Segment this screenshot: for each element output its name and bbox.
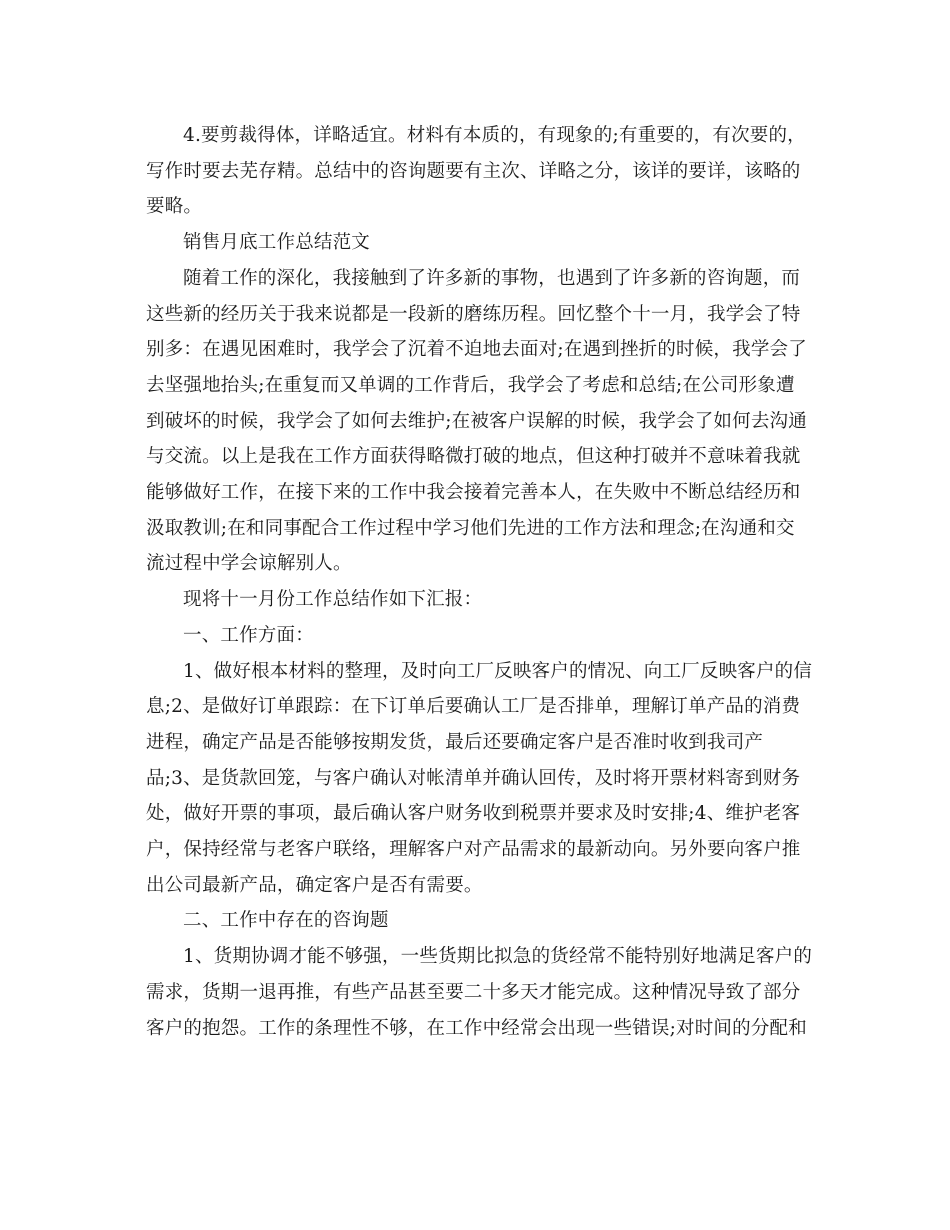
text-line: 去坚强地抬头;在重复而又单调的工作背后，我学会了考虑和总结;在公司形象遭 bbox=[146, 374, 795, 396]
text-line: 客户的抱怨。工作的条理性不够，在工作中经常会出现一些错误;对时间的分配和 bbox=[146, 1017, 807, 1039]
text-line: 1、货期协调才能不够强，一些货期比拟急的货经常不能特别好地满足客户的 bbox=[183, 946, 813, 968]
text-line: 4.要剪裁得体，详略适宜。材料有本质的，有现象的;有重要的，有次要的， bbox=[183, 125, 806, 146]
text-line: 销售月底工作总结范文 bbox=[183, 232, 371, 254]
text-line: 要略。 bbox=[146, 196, 203, 218]
text-line: 现将十一月份工作总结作如下汇报： bbox=[183, 589, 483, 611]
text-line: 处，做好开票的事项，最后确认客户财务收到税票并要求及时安排;4、维护老客 bbox=[146, 803, 801, 825]
text-line: 出公司最新产品，确定客户是否有需要。 bbox=[146, 874, 483, 896]
text-line: 户，保持经常与老客户联络，理解客户对产品需求的最新动向。另外要向客户推 bbox=[146, 839, 801, 861]
text-line: 写作时要去芜存精。总结中的咨询题要有主次、详略之分，该详的要详，该略的 bbox=[146, 160, 801, 182]
text-line: 与交流。以上是我在工作方面获得略微打破的地点，但这种打破并不意味着我就 bbox=[146, 446, 801, 468]
text-line: 1、做好根本材料的整理，及时向工厂反映客户的情况、向工厂反映客户的信 bbox=[183, 660, 813, 682]
text-line: 需求，货期一退再推，有些产品甚至要二十多天才能完成。这种情况导致了部分 bbox=[146, 981, 801, 1003]
text-line: 随着工作的深化，我接触到了许多新的事物，也遇到了许多新的咨询题，而 bbox=[183, 267, 801, 289]
text-line: 能够做好工作，在接下来的工作中我会接着完善本人，在失败中不断总结经历和 bbox=[146, 482, 801, 504]
text-line: 别多：在遇见困难时，我学会了沉着不迫地去面对;在遇到挫折的时候，我学会了 bbox=[146, 339, 807, 361]
text-line: 流过程中学会谅解别人。 bbox=[146, 553, 352, 575]
text-line: 汲取教训;在和同事配合工作过程中学习他们先进的工作方法和理念;在沟通和交 bbox=[146, 517, 795, 539]
text-line: 二、工作中存在的咨询题 bbox=[183, 910, 389, 932]
text-line: 到破坏的时候，我学会了如何去维护;在被客户误解的时候，我学会了如何去沟通 bbox=[146, 410, 807, 432]
text-line: 息;2、是做好订单跟踪：在下订单后要确认工厂是否排单，理解订单产品的消费 bbox=[146, 696, 801, 718]
text-line: 一、工作方面： bbox=[183, 624, 314, 646]
text-line: 这些新的经历关于我来说都是一段新的磨练历程。回忆整个十一月，我学会了特 bbox=[146, 303, 801, 325]
document-body bbox=[146, 118, 813, 1046]
text-line: 品;3、是货款回笼，与客户确认对帐清单并确认回传，及时将开票材料寄到财务 bbox=[146, 767, 801, 789]
text-line: 进程，确定产品是否能够按期发货，最后还要确定客户是否准时收到我司产 bbox=[146, 731, 764, 753]
